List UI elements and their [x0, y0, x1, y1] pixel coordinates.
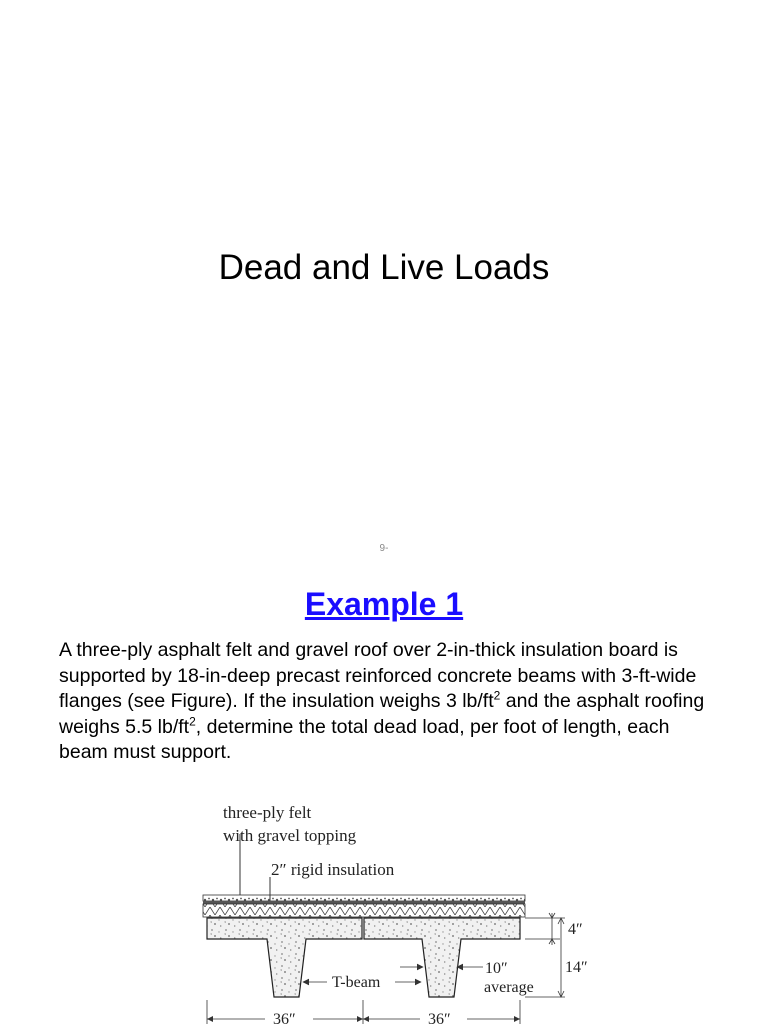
- flange-thickness-label: 4″: [568, 921, 583, 938]
- felt-label-line1: three-ply felt: [223, 803, 312, 822]
- example-heading[interactable]: Example 1: [304, 586, 464, 622]
- superscript-b: 2: [189, 714, 196, 728]
- tbeam-label: T-beam: [332, 974, 381, 991]
- page-number: 9-: [379, 543, 389, 554]
- depth-label: 14″: [565, 959, 588, 976]
- tbeam-figure: [195, 795, 588, 1024]
- superscript-a: 2: [493, 688, 501, 703]
- felt-layer: [203, 901, 525, 904]
- width-label-right: 36″: [428, 1011, 451, 1024]
- problem-text-a: A three-ply asphalt felt and gravel roof over 2-in-thick insulation board is supported by 18-in-deep precast reinforced concrete beams with 3-ft-wide flanges (see Figure). If the insulation weighs 3 lb/ft: [59, 639, 697, 712]
- width-label-left: 36″: [273, 1011, 296, 1024]
- web-width-label: 10″: [485, 960, 508, 977]
- average-label: average: [484, 979, 534, 996]
- problem-statement: [59, 638, 709, 766]
- gravel-layer: [203, 895, 525, 901]
- slide-title: Dead and Live Loads: [218, 248, 550, 287]
- problem-text-c: , determine the total dead load, per foot of length, each beam must support.: [59, 715, 670, 763]
- felt-label-line2: with gravel topping: [223, 826, 357, 845]
- insulation-label: 2″ rigid insulation: [271, 860, 395, 879]
- problem-text-b: and the asphalt roofing weighs 5.5 lb/ft: [59, 690, 705, 738]
- insulation-layer: [203, 904, 525, 917]
